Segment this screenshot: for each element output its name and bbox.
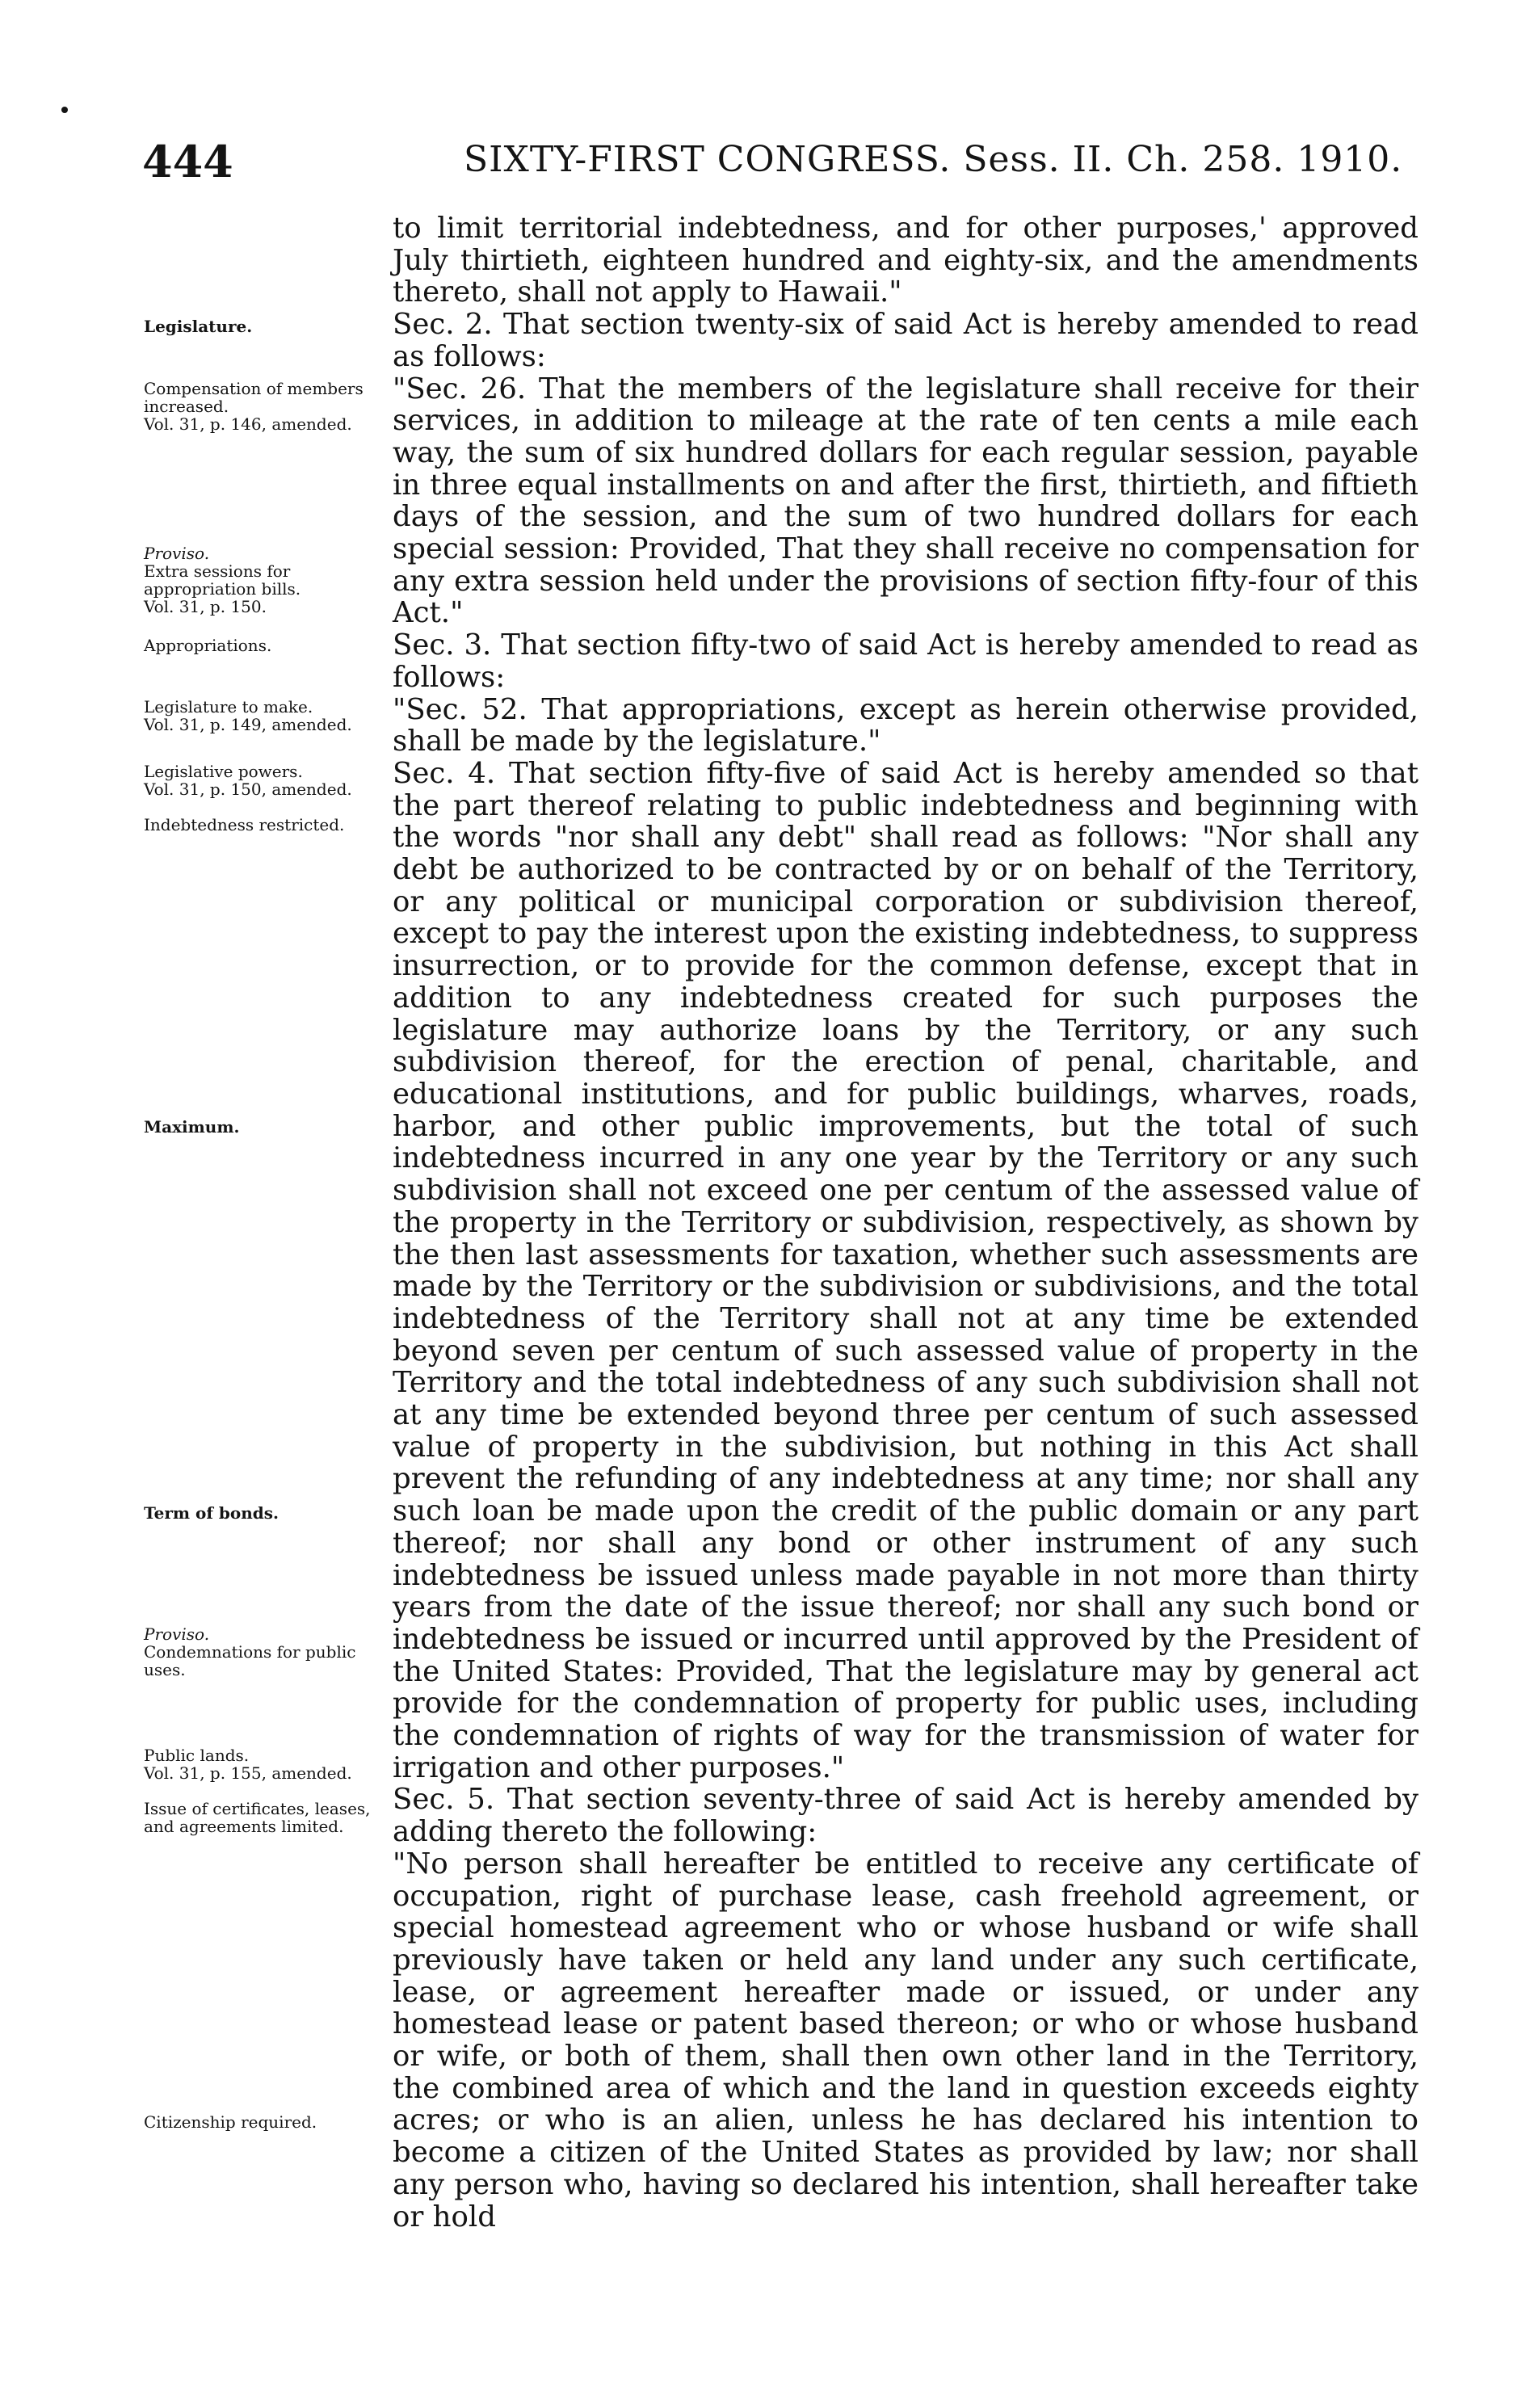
margin-note: Appropriations. [144,636,272,655]
margin-note: Compensation of members increased. [144,379,364,416]
page-header [142,136,1418,192]
margin-note: Legislature. [144,317,253,336]
margin-note: Citizenship required. [144,2112,317,2132]
margin-note: Vol. 31, p. 149, amended. [144,715,352,734]
main-text [393,212,1418,2233]
margin-note: Public lands. [144,1746,250,1765]
margin-note: Proviso. [144,544,210,563]
margin-note: Issue of certificates, leases, and agreements limited. [144,1799,371,1836]
margin-note: Vol. 31, p. 150, amended. [144,780,352,799]
paragraph-sec-4: Sec. 4. That section fifty-five of said Act is hereby amended so that the part thereof relating to public indebtedness and beginning with the words "nor shall any debt" shall read as follows: "Nor shall any debt be authorized to be contracted by or on behalf of the Territory, or any political or municipal corporation or subdivision thereof, except to pay the interest upon the existing indebtedness, to suppress insurrection, or to provide for the common defense, except that in addition to any indebtedness created for such purposes the legislature may authorize loans by the Territory, or any such subdivision thereof, for the erection of penal, charitable, and educational institutions, and for public buildings, wharves, roads, harbor, and other public improvements, but the total of such indebtedness incurred in any one year by the Territory or any such subdivision shall not exceed one per centum of the assessed value of the property in the Territory or subdivision, respectively, as shown by the then last assessments for taxation, whether such assessments are made by the Territory or the subdivision or subdivisions, and the total indebtedness of the Territory shall not at any time be extended beyond seven per centum of such assessed value of property in the Territory and the total indebtedness of any such subdivision shall not at any time be extended beyond three per centum of such assessed value of property in the subdivision, but nothing in this Act shall prevent the refunding of any indebtedness at any time; nor shall any such loan be made upon the credit of the public domain or any part thereof; nor shall any bond or other instrument of any such indebtedness be issued unless made payable in not more than thirty years from the date of the issue thereof; nor shall any such bond or indebtedness be issued or incurred until approved by the President of the United States: Provided, That the legislature may by general act provide for the condemnation of property for public uses, including the condemnation of rights of way for the transmission of water for irrigation and other purposes." [393,756,1418,1784]
paragraph-sec-2: Sec. 2. That section twenty-six of said Act is hereby amended to read as follows: [393,308,1418,373]
margin-note: Vol. 31, p. 146, amended. [144,414,352,434]
stray-mark [61,107,68,113]
margin-note: Maximum. [144,1117,240,1137]
margin-note: Extra sessions for appropriation bills. [144,561,301,599]
paragraph-continuation: to limit territorial indebtedness, and for other purposes,' approved July thirtieth, eighteen hundred and eighty-six, and the amendments thereto, shall not apply to Hawaii." [393,212,1418,309]
paragraph-quoted-sec-26: "Sec. 26. That the members of the legislature shall receive for their services, in addition to mileage at the rate of ten cents a mile each way, the sum of six hundred dollars for each regular session, payable in three equal installments on and after the first, thirtieth, and fiftieth days of the session, and the sum of two hundred dollars for each special session: Provided, That they shall receive no compensation for any extra session held under the provisions of section fifty-four of this Act." [393,372,1418,630]
margin-note: Proviso. [144,1624,210,1644]
margin-note: Legislative powers. [144,762,303,781]
paragraph-quoted-sec-52: "Sec. 52. That appropriations, except as herein otherwise provided, shall be made by the legislature." [393,692,1418,759]
paragraph-quoted-sec-73: "No person shall hereafter be entitled to receive any certificate of occupation, right of purchase lease, cash freehold agreement, or special homestead agreement who or whose husband or wife shall previously have taken or held any land under any such certificate, lease, or agreement hereafter made or issued, or under any homestead lease or patent based thereon; or who or whose husband or wife, or both of them, shall then own other land in the Territory, the combined area of which and the land in question exceeds eighty acres; or who is an alien, unless he has declared his intention to become a citizen of the United States as provided by law; nor shall any person who, having so declared his intention, shall hereafter take or hold [393,1847,1418,2234]
running-head: SIXTY-FIRST CONGRESS. Sess. II. Ch. 258. 1910. [464,139,1403,180]
margin-note: Legislature to make. [144,697,313,717]
margin-note: Vol. 31, p. 155, amended. [144,1763,352,1783]
page-number: 444 [142,136,233,187]
margin-note: Vol. 31, p. 150. [144,597,267,616]
paragraph-sec-5: Sec. 5. That section seventy-three of said Act is hereby amended by adding thereto the following: [393,1783,1418,1849]
margin-note: Condemnations for public uses. [144,1642,356,1679]
margin-note: Term of bonds. [144,1503,279,1523]
margin-note: Indebtedness restricted. [144,815,345,834]
paragraph-sec-3: Sec. 3. That section fifty-two of said Act is hereby amended to read as follows: [393,628,1418,694]
